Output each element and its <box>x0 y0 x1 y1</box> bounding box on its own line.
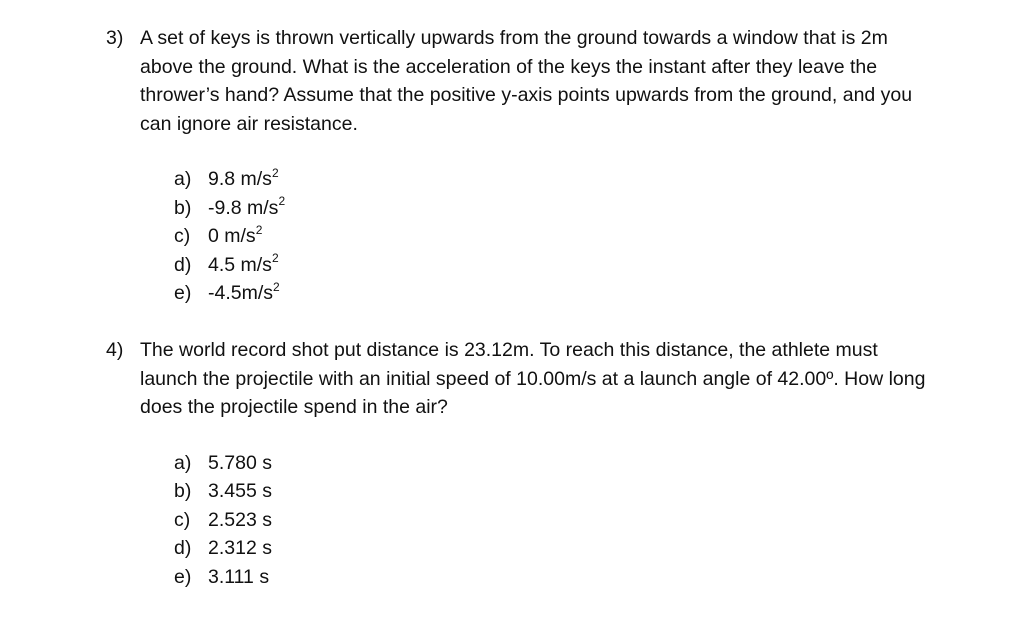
exponent: 2 <box>278 194 286 208</box>
question-3-prompt <box>106 24 936 138</box>
choice-letter: c) <box>174 508 191 531</box>
choice-letter: b) <box>174 480 192 502</box>
choice-b <box>174 194 936 223</box>
choice-letter: d) <box>174 537 192 559</box>
choice-value: 0 $m/s^2$ <box>208 222 263 247</box>
question-number: 4) <box>106 339 124 361</box>
choice-value: 2.312 s <box>208 537 272 559</box>
question-4 <box>106 336 936 591</box>
choice-value: 3.111 s <box>208 565 270 588</box>
answer-choices <box>174 449 936 592</box>
exponent: 2 <box>271 251 279 265</box>
choice-value: 5.780 s <box>208 451 272 474</box>
choice-letter: e) <box>174 565 192 588</box>
choice-letter: a) <box>174 168 192 190</box>
choice-letter: c) <box>174 225 191 247</box>
choice-c <box>174 222 936 251</box>
answer-choices <box>174 165 936 308</box>
choice-value: 2.523 s <box>208 508 272 531</box>
question-number: 3) <box>106 27 124 49</box>
question-4-prompt <box>106 336 936 422</box>
choice-c <box>174 506 936 535</box>
question-text: A set of keys is thrown vertically upwards from the ground towards a window that is 2m above the ground. What is the acceleration of the keys the instant after they leave the thrower’s hand? Assume that the positive y-axis points upwards from the ground, and you can ignore air resistance. <box>140 27 913 135</box>
question-3 <box>106 24 936 308</box>
choice-a <box>174 449 936 478</box>
choice-d <box>174 251 936 280</box>
exponent: 2 <box>271 165 279 180</box>
choice-e <box>174 563 936 592</box>
choice-value: 4.5 $m/s^2$ <box>208 251 279 276</box>
choice-value: -9.8 $m/s^2$ <box>208 194 286 219</box>
choice-e <box>174 279 936 308</box>
choice-a <box>174 165 936 194</box>
choice-letter: a) <box>174 451 192 474</box>
choice-letter: b) <box>174 196 192 219</box>
exponent: 2 <box>273 279 280 294</box>
choice-letter: d) <box>174 253 192 276</box>
choice-b <box>174 477 936 506</box>
choice-value: $-4.5m/s^2$ <box>208 279 280 304</box>
choice-d <box>174 534 936 563</box>
exponent: 2 <box>255 222 263 237</box>
choice-letter: e) <box>174 282 192 304</box>
question-text: The world record shot put distance is 23.12m. To reach this distance, the athlete must launch the projectile with an initial speed of 10.00m/s at a launch angle of 42.00º. How long does the projectile spend in the air? <box>140 339 926 418</box>
choice-value: 9.8 $m/s^2$ <box>208 165 279 190</box>
choice-value: 3.455 s <box>208 480 272 502</box>
